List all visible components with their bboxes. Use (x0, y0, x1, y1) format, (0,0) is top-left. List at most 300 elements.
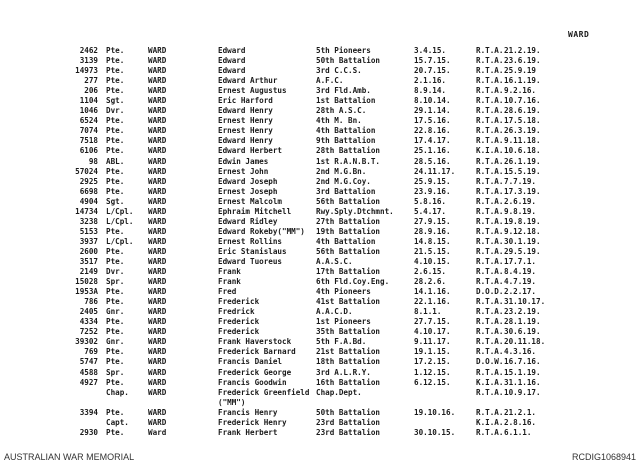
cell-rank: Pte. (106, 116, 125, 126)
cell-fate: R.T.A. (476, 387, 504, 397)
cell-fate-date: 8.4.19. (504, 267, 537, 277)
table-row (48, 197, 608, 207)
table-row (48, 287, 608, 297)
cell-surname: WARD (148, 106, 167, 116)
cell-service-number: 769 (84, 347, 98, 357)
cell-enlistment-date: 17.4.17. (414, 136, 451, 146)
cell-rank: Dvr. (106, 267, 125, 277)
cell-unit: Rwy.Sply.Dtchmnt. (316, 206, 394, 216)
table-row (48, 157, 608, 167)
cell-fate: R.T.A. (476, 156, 504, 166)
cell-fate-date: 4.7.19. (504, 277, 537, 287)
cell-fate-date: 2.2.17. (504, 287, 537, 297)
cell-fate: D.O.W. (476, 357, 504, 367)
cell-unit: 4th Pioneers (316, 287, 371, 297)
table-row (48, 207, 608, 217)
cell-surname: WARD (148, 216, 167, 226)
cell-surname: WARD (148, 56, 167, 66)
cell-given-names: Fred (218, 287, 237, 297)
cell-fate: R.T.A. (476, 116, 504, 126)
table-row (48, 317, 608, 327)
cell-given-names: Edward Arthur (218, 76, 278, 86)
cell-rank: Gnr. (106, 337, 125, 347)
cell-given-names: Frederick Greenfield (218, 387, 310, 397)
cell-rank: Pte. (106, 256, 125, 266)
footer-institution: AUSTRALIAN WAR MEMORIAL (4, 452, 135, 462)
cell-fate: R.T.A. (476, 256, 504, 266)
cell-surname: WARD (148, 317, 167, 327)
cell-given-names: Ernest Rollins (218, 236, 283, 246)
cell-enlistment-date: 5.4.17. (414, 206, 447, 216)
cell-fate-date: 10.6.18. (504, 146, 541, 156)
cell-rank: Pte. (106, 166, 125, 176)
cell-fate: R.T.A. (476, 196, 504, 206)
cell-unit: 28th Battalion (316, 146, 381, 156)
cell-surname: Ward (148, 427, 167, 437)
cell-surname: WARD (148, 236, 167, 246)
table-row (48, 126, 608, 136)
cell-enlistment-date: 24.11.17. (414, 166, 456, 176)
cell-service-number: 6698 (79, 186, 98, 196)
cell-rank: Pte. (106, 46, 125, 55)
cell-given-names: Frank Haverstock (218, 337, 292, 347)
cell-fate: R.T.A. (476, 367, 504, 377)
cell-fate: R.T.A. (476, 246, 504, 256)
cell-surname: WARD (148, 277, 167, 287)
cell-fate-date: 17.3.19. (504, 186, 541, 196)
cell-unit: 1st R.A.N.B.T. (316, 156, 381, 166)
table-row (48, 357, 608, 367)
table-row (48, 237, 608, 247)
cell-rank: Spr. (106, 367, 125, 377)
cell-surname: WARD (148, 196, 167, 206)
cell-rank: Pte. (106, 407, 125, 417)
cell-fate: D.O.D. (476, 287, 504, 297)
cell-service-number: 7252 (79, 327, 98, 337)
cell-unit: 16th Battalion (316, 377, 381, 387)
cell-rank: L/Cpl. (106, 216, 134, 226)
table-row (48, 337, 608, 347)
cell-surname: WARD (148, 307, 167, 317)
cell-surname: WARD (148, 76, 167, 86)
cell-given-names: Eric Stanislaus (218, 246, 287, 256)
cell-fate-date: 10.9.17. (504, 387, 541, 397)
cell-service-number: 39302 (75, 337, 98, 347)
cell-rank: Pte. (106, 76, 125, 86)
cell-rank: Pte. (106, 56, 125, 66)
cell-fate: R.T.A. (476, 307, 504, 317)
cell-service-number: 2462 (79, 46, 98, 55)
cell-fate-date: 29.5.19. (504, 246, 541, 256)
cell-unit: 4th M. Bn. (316, 116, 362, 126)
cell-rank: Dvr. (106, 106, 125, 116)
cell-service-number: 6106 (79, 146, 98, 156)
cell-enlistment-date: 15.7.15. (414, 56, 451, 66)
cell-fate: R.T.A. (476, 427, 504, 437)
table-row (48, 418, 608, 428)
cell-service-number: 6524 (79, 116, 98, 126)
cell-given-names: Ernest Henry (218, 126, 273, 136)
cell-fate: R.T.A. (476, 297, 504, 307)
table-row (48, 76, 608, 86)
table-row (48, 46, 608, 56)
table-row (48, 106, 608, 116)
cell-given-names: Francis Daniel (218, 357, 283, 367)
cell-rank: Pte. (106, 86, 125, 96)
cell-surname: WARD (148, 146, 167, 156)
cell-given-names: Frederick (218, 297, 260, 307)
cell-service-number: 4334 (79, 317, 98, 327)
cell-fate: R.T.A. (476, 327, 504, 337)
cell-service-number: 2925 (79, 176, 98, 186)
cell-enlistment-date: 28.5.16. (414, 156, 451, 166)
cell-service-number: 15028 (75, 277, 98, 287)
cell-fate-date: 30.1.19. (504, 236, 541, 246)
cell-enlistment-date: 2.6.15. (414, 267, 447, 277)
cell-surname: WARD (148, 96, 167, 106)
cell-given-names: Ernest Malcolm (218, 196, 283, 206)
cell-enlistment-date: 29.1.14. (414, 106, 451, 116)
cell-given-names: ("MM") (218, 397, 246, 407)
cell-service-number: 14973 (75, 66, 98, 76)
cell-enlistment-date: 8.1.1. (414, 307, 442, 317)
cell-rank: Pte. (106, 246, 125, 256)
cell-rank: Pte. (106, 66, 125, 76)
cell-fate-date: 7.7.19. (504, 176, 537, 186)
cell-unit: A.A.C.D. (316, 307, 353, 317)
cell-given-names: Ernest Henry (218, 116, 273, 126)
cell-rank: Gnr. (106, 307, 125, 317)
cell-surname: WARD (148, 387, 167, 397)
cell-enlistment-date: 19.1.15. (414, 347, 451, 357)
cell-fate-date: 17.7.1. (504, 256, 537, 266)
cell-rank: Sgt. (106, 96, 125, 106)
table-row (48, 347, 608, 357)
cell-fate: R.T.A. (476, 216, 504, 226)
cell-unit: 9th Battalion (316, 136, 376, 146)
cell-enlistment-date: 21.5.15. (414, 246, 451, 256)
cell-service-number: 3139 (79, 56, 98, 66)
cell-surname: WARD (148, 417, 167, 427)
table-row (48, 167, 608, 177)
table-row (48, 146, 608, 156)
cell-given-names: Edwin James (218, 156, 269, 166)
cell-rank: Pte. (106, 357, 125, 367)
cell-rank: Pte. (106, 146, 125, 156)
cell-enlistment-date: 4.10.17. (414, 327, 451, 337)
cell-unit: 21st Battalion (316, 347, 381, 357)
cell-enlistment-date: 17.2.15. (414, 357, 451, 367)
cell-enlistment-date: 3.4.15. (414, 46, 447, 55)
cell-rank: Pte. (106, 226, 125, 236)
cell-enlistment-date: 2.1.16. (414, 76, 447, 86)
cell-service-number: 786 (84, 297, 98, 307)
cell-given-names: Edward (218, 56, 246, 66)
table-row (48, 227, 608, 237)
cell-fate: R.T.A. (476, 226, 504, 236)
cell-fate-date: 2.8.16. (504, 417, 537, 427)
cell-unit: 17th Battalion (316, 267, 381, 277)
cell-fate-date: 20.11.18. (504, 337, 546, 347)
cell-fate-date: 23.2.19. (504, 307, 541, 317)
cell-surname: WARD (148, 186, 167, 196)
cell-unit: 1st Pioneers (316, 317, 371, 327)
cell-fate: R.T.A. (476, 267, 504, 277)
cell-unit: 19th Battalion (316, 226, 381, 236)
cell-enlistment-date: 14.8.15. (414, 236, 451, 246)
table-row (48, 66, 608, 76)
cell-service-number: 4927 (79, 377, 98, 387)
cell-fate: K.I.A. (476, 146, 504, 156)
cell-fate-date: 10.7.16. (504, 96, 541, 106)
cell-enlistment-date: 25.1.16. (414, 146, 451, 156)
cell-service-number: 7518 (79, 136, 98, 146)
cell-enlistment-date: 4.10.15. (414, 256, 451, 266)
cell-fate-date: 25.9.19 (504, 66, 537, 76)
cell-fate-date: 31.10.17. (504, 297, 546, 307)
cell-surname: WARD (148, 246, 167, 256)
cell-given-names: Frederick Henry (218, 417, 287, 427)
cell-given-names: Francis Goodwin (218, 377, 287, 387)
cell-given-names: Edward (218, 46, 246, 55)
cell-rank: Pte. (106, 297, 125, 307)
cell-unit: 2nd M.G.Coy. (316, 176, 371, 186)
cell-surname: WARD (148, 86, 167, 96)
cell-enlistment-date: 5.8.16. (414, 196, 447, 206)
cell-fate-date: 4.3.16. (504, 347, 537, 357)
table-row (48, 388, 608, 398)
cell-fate: R.T.A. (476, 76, 504, 86)
cell-surname: WARD (148, 46, 167, 55)
cell-fate: R.T.A. (476, 56, 504, 66)
cell-service-number: 3394 (79, 407, 98, 417)
cell-fate-date: 26.1.19. (504, 156, 541, 166)
cell-fate-date: 9.2.16. (504, 86, 537, 96)
cell-given-names: Ernest John (218, 166, 269, 176)
cell-surname: WARD (148, 297, 167, 307)
cell-surname: WARD (148, 367, 167, 377)
cell-service-number: 4588 (79, 367, 98, 377)
cell-service-number: 1046 (79, 106, 98, 116)
cell-rank: Pte. (106, 186, 125, 196)
cell-service-number: 7074 (79, 126, 98, 136)
cell-enlistment-date: 27.7.15. (414, 317, 451, 327)
cell-service-number: 206 (84, 86, 98, 96)
surname-header: WARD (568, 30, 590, 39)
table-row (48, 297, 608, 307)
cell-service-number: 14734 (75, 206, 98, 216)
cell-surname: WARD (148, 156, 167, 166)
cell-service-number: 1953A (75, 287, 98, 297)
cell-unit: 4th Battalion (316, 236, 376, 246)
cell-enlistment-date: 22.1.16. (414, 297, 451, 307)
cell-given-names: Ephraim Mitchell (218, 206, 292, 216)
cell-enlistment-date: 30.10.15. (414, 427, 456, 437)
cell-given-names: Edward Herbert (218, 146, 283, 156)
cell-enlistment-date: 28.2.6. (414, 277, 447, 287)
cell-unit: 3rd A.L.R.Y. (316, 367, 371, 377)
cell-rank: L/Cpl. (106, 236, 134, 246)
cell-fate: R.T.A. (476, 176, 504, 186)
cell-enlistment-date: 20.7.15. (414, 66, 451, 76)
cell-rank: L/Cpl. (106, 206, 134, 216)
cell-fate: R.T.A. (476, 66, 504, 76)
cell-given-names: Frederick Barnard (218, 347, 296, 357)
cell-surname: WARD (148, 176, 167, 186)
cell-given-names: Eric Harford (218, 96, 273, 106)
cell-fate: R.T.A. (476, 277, 504, 287)
table-row (48, 217, 608, 227)
cell-given-names: Edward Rokeby("MM") (218, 226, 305, 236)
cell-surname: WARD (148, 66, 167, 76)
cell-unit: 56th Battalion (316, 196, 381, 206)
cell-service-number: 5747 (79, 357, 98, 367)
cell-fate-date: 9.8.19. (504, 206, 537, 216)
cell-fate: R.T.A. (476, 126, 504, 136)
cell-rank: Pte. (106, 327, 125, 337)
cell-enlistment-date: 25.9.15. (414, 176, 451, 186)
cell-given-names: Francis Henry (218, 407, 278, 417)
table-row (48, 368, 608, 378)
cell-surname: WARD (148, 116, 167, 126)
cell-rank: Spr. (106, 277, 125, 287)
footer-record-id: RCDIG1068941 (571, 452, 636, 462)
cell-unit: 56th Battalion (316, 246, 381, 256)
cell-fate-date: 21.2.1. (504, 407, 537, 417)
cell-fate-date: 19.8.19. (504, 216, 541, 226)
cell-given-names: Frederick (218, 317, 260, 327)
cell-unit: 50th Battalion (316, 56, 381, 66)
cell-unit: 3rd Battalion (316, 186, 376, 196)
cell-given-names: Edward Henry (218, 106, 273, 116)
cell-enlistment-date: 1.12.15. (414, 367, 451, 377)
cell-enlistment-date: 19.10.16. (414, 407, 456, 417)
cell-enlistment-date: 8.9.14. (414, 86, 447, 96)
table-row (48, 177, 608, 187)
table-row (48, 257, 608, 267)
cell-given-names: Frederick (218, 327, 260, 337)
cell-rank: Sgt. (106, 196, 125, 206)
cell-fate: R.T.A. (476, 186, 504, 196)
table-row (48, 116, 608, 126)
cell-unit: 6th Fld.Coy.Eng. (316, 277, 390, 287)
cell-unit: A.A.S.C. (316, 256, 353, 266)
cell-fate-date: 30.6.19. (504, 327, 541, 337)
cell-fate: R.T.A. (476, 407, 504, 417)
cell-fate: R.T.A. (476, 96, 504, 106)
cell-rank: Pte. (106, 287, 125, 297)
cell-enlistment-date: 9.11.17. (414, 337, 451, 347)
cell-unit: 3rd Fld.Amb. (316, 86, 371, 96)
cell-given-names: Fredrick (218, 307, 255, 317)
table-row (48, 327, 608, 337)
cell-enlistment-date: 23.9.16. (414, 186, 451, 196)
cell-rank: Pte. (106, 427, 125, 437)
cell-surname: WARD (148, 256, 167, 266)
table-row (48, 96, 608, 106)
cell-enlistment-date: 28.9.16. (414, 226, 451, 236)
cell-service-number: 2405 (79, 307, 98, 317)
cell-unit: 23rd Battalion (316, 427, 381, 437)
cell-rank: Pte. (106, 176, 125, 186)
table-row (48, 136, 608, 146)
cell-surname: WARD (148, 226, 167, 236)
cell-surname: WARD (148, 357, 167, 367)
cell-fate: R.T.A. (476, 46, 504, 55)
cell-unit: 2nd M.G.Bn. (316, 166, 367, 176)
cell-fate: R.T.A. (476, 317, 504, 327)
cell-given-names: Ernest Augustus (218, 86, 287, 96)
table-row (48, 307, 608, 317)
cell-enlistment-date: 22.8.16. (414, 126, 451, 136)
table-row (48, 277, 608, 287)
cell-fate-date: 28.6.19. (504, 106, 541, 116)
cell-fate-date: 26.3.19. (504, 126, 541, 136)
cell-enlistment-date: 8.10.14. (414, 96, 451, 106)
table-row (48, 408, 608, 418)
cell-fate-date: 21.2.19. (504, 46, 541, 55)
cell-rank: Chap. (106, 387, 129, 397)
cell-given-names: Frank (218, 277, 241, 287)
cell-unit: 28th A.S.C. (316, 106, 367, 116)
cell-surname: WARD (148, 136, 167, 146)
cell-rank: Pte. (106, 317, 125, 327)
table-row (48, 267, 608, 277)
table-row (48, 187, 608, 197)
cell-surname: WARD (148, 407, 167, 417)
cell-surname: WARD (148, 347, 167, 357)
cell-fate-date: 6.1.1. (504, 427, 532, 437)
cell-given-names: Edward Ridley (218, 216, 278, 226)
cell-fate: R.T.A. (476, 206, 504, 216)
cell-fate-date: 23.6.19. (504, 56, 541, 66)
cell-fate: R.T.A. (476, 236, 504, 246)
cell-service-number: 4904 (79, 196, 98, 206)
cell-fate: R.T.A. (476, 347, 504, 357)
cell-enlistment-date: 27.9.15. (414, 216, 451, 226)
cell-fate-date: 15.5.19. (504, 166, 541, 176)
cell-fate-date: 31.1.16. (504, 377, 541, 387)
cell-enlistment-date: 14.1.16. (414, 287, 451, 297)
cell-unit: 1st Battalion (316, 96, 376, 106)
cell-surname: WARD (148, 377, 167, 387)
table-row (48, 86, 608, 96)
cell-unit: 27th Battalion (316, 216, 381, 226)
cell-unit: 35th Battalion (316, 327, 381, 337)
cell-fate: R.T.A. (476, 337, 504, 347)
cell-service-number: 5153 (79, 226, 98, 236)
cell-fate-date: 9.12.18. (504, 226, 541, 236)
cell-fate-date: 2.6.19. (504, 196, 537, 206)
cell-rank: Pte. (106, 126, 125, 136)
table-row (48, 378, 608, 388)
cell-surname: WARD (148, 287, 167, 297)
table-row (48, 398, 608, 408)
table-row (48, 428, 608, 438)
cell-enlistment-date: 6.12.15. (414, 377, 451, 387)
cell-service-number: 98 (88, 156, 98, 166)
cell-unit: 4th Battalion (316, 126, 376, 136)
cell-surname: WARD (148, 126, 167, 136)
cell-surname: WARD (148, 267, 167, 277)
cell-fate: R.T.A. (476, 106, 504, 116)
cell-surname: WARD (148, 206, 167, 216)
cell-service-number: 2930 (79, 427, 98, 437)
cell-service-number: 3517 (79, 256, 98, 266)
cell-unit: 41st Battalion (316, 297, 381, 307)
cell-enlistment-date: 17.5.16. (414, 116, 451, 126)
table-row (48, 247, 608, 257)
